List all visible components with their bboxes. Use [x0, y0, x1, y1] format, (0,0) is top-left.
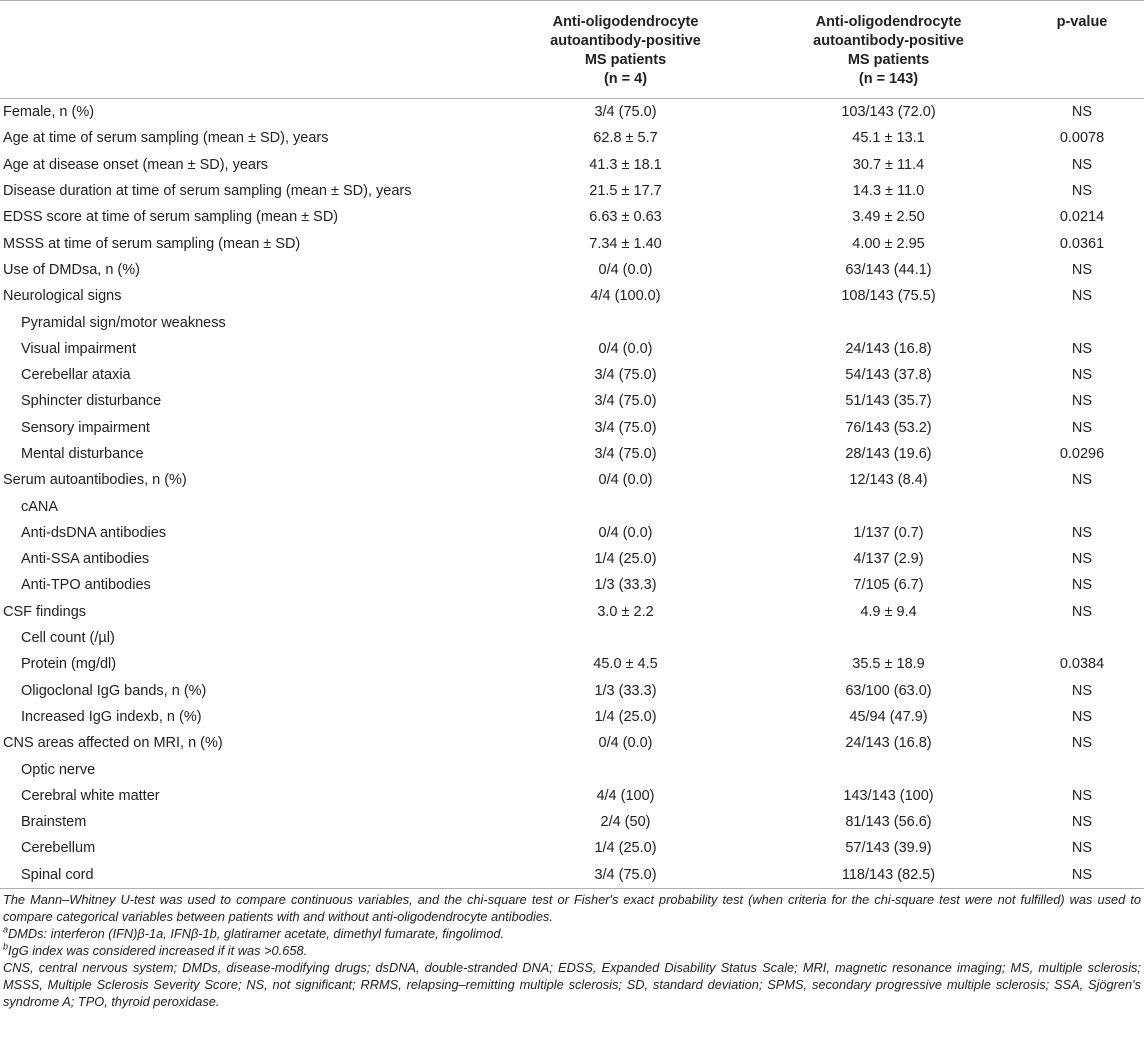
- row-positive-value: 41.3 ± 18.1: [589, 156, 662, 173]
- table-row: [0, 493, 1144, 519]
- row-label: Protein (mg/dl): [21, 656, 117, 673]
- row-positive-value: 3/4 (75.0): [594, 104, 657, 121]
- row-positive-value: 62.8 ± 5.7: [593, 130, 658, 147]
- row-positive-value: [494, 309, 757, 335]
- row-p-value: NS: [1071, 577, 1093, 594]
- table-row: [0, 572, 1144, 598]
- row-label: Pyramidal sign/motor weakness: [21, 314, 226, 331]
- table-row: [0, 783, 1144, 809]
- row-label: Age at time of serum sampling (mean ± SD), years: [3, 130, 329, 147]
- row-positive-value: [494, 625, 757, 651]
- row-positive-value: 0/4 (0.0): [598, 735, 653, 752]
- row-negative-value: 63/143 (44.1): [845, 261, 932, 278]
- table-row: [0, 441, 1144, 467]
- table-row: [0, 809, 1144, 835]
- row-negative-value: [757, 756, 1020, 782]
- table-row: [0, 415, 1144, 441]
- row-positive-value: 21.5 ± 17.7: [589, 183, 662, 200]
- row-p-value: NS: [1071, 682, 1093, 699]
- footnote-a: [3, 925, 1141, 942]
- row-p-value: NS: [1071, 183, 1093, 200]
- row-p-value: NS: [1071, 524, 1093, 541]
- row-label: cANA: [21, 498, 59, 515]
- row-p-value: 0.0361: [1059, 235, 1105, 252]
- table-row: [0, 756, 1144, 782]
- row-label: Anti-dsDNA antibodies: [21, 524, 167, 541]
- row-positive-value: 4/4 (100.0): [590, 288, 661, 305]
- row-label: Cell count (/µl): [21, 630, 115, 647]
- row-p-value: 0.0296: [1059, 446, 1105, 462]
- table-row: [0, 309, 1144, 335]
- row-negative-value: 45/94 (47.9): [849, 708, 928, 725]
- row-positive-value: 0/4 (0.0): [598, 472, 653, 489]
- row-positive-value: 4/4 (100): [596, 787, 655, 804]
- row-negative-value: 81/143 (56.6): [845, 814, 932, 831]
- table-row: [0, 178, 1144, 204]
- row-positive-value: 45.0 ± 4.5: [593, 656, 658, 673]
- row-label: Cerebellar ataxia: [21, 367, 131, 384]
- row-negative-value: 54/143 (37.8): [845, 367, 932, 384]
- header-positive-line2: autoantibody-positive: [550, 33, 701, 49]
- row-positive-value: 7.34 ± 1.40: [589, 235, 662, 252]
- row-negative-value: 143/143 (100): [843, 787, 934, 804]
- row-negative-value: [757, 625, 1020, 651]
- row-negative-value: 4.00 ± 2.95: [852, 235, 925, 252]
- row-p-value: [1020, 756, 1144, 782]
- row-positive-value: 3/4 (75.0): [594, 393, 657, 410]
- header-negative-line1: Anti-oligodendrocyte: [815, 14, 962, 30]
- table-row: [0, 599, 1144, 625]
- row-positive-value: [494, 493, 757, 519]
- header-p-value-label: p-value: [1056, 14, 1108, 30]
- row-label: CNS areas affected on MRI, n (%): [3, 735, 223, 752]
- table-row: [0, 862, 1144, 889]
- row-negative-value: 108/143 (75.5): [841, 288, 936, 305]
- table-row: [0, 520, 1144, 546]
- row-negative-value: 76/143 (53.2): [845, 419, 932, 436]
- row-label: Oligoclonal IgG bands, n (%): [21, 682, 207, 699]
- header-negative-n: (n = 143): [858, 71, 919, 87]
- row-negative-value: 63/100 (63.0): [845, 682, 932, 699]
- row-p-value: [1020, 625, 1144, 651]
- row-positive-value: 1/4 (25.0): [594, 708, 657, 725]
- row-positive-value: 0/4 (0.0): [598, 340, 653, 357]
- row-negative-value: 24/143 (16.8): [845, 340, 932, 357]
- row-label: Anti-SSA antibodies: [21, 551, 150, 568]
- table-row: [0, 467, 1144, 493]
- row-negative-value: [757, 309, 1020, 335]
- row-negative-value: 12/143 (8.4): [849, 472, 928, 489]
- row-label: Neurological signs: [3, 288, 122, 305]
- row-negative-value: 4/137 (2.9): [853, 551, 924, 568]
- header-negative-group: [757, 1, 1020, 99]
- row-positive-value: 2/4 (50): [600, 814, 651, 831]
- row-p-value: NS: [1071, 288, 1093, 305]
- table-row: [0, 125, 1144, 151]
- row-label: Brainstem: [21, 814, 87, 831]
- row-label: Mental disturbance: [21, 446, 144, 462]
- row-p-value: [1020, 493, 1144, 519]
- header-p-value: [1020, 1, 1144, 99]
- row-p-value: NS: [1071, 419, 1093, 436]
- row-p-value: 0.0384: [1059, 656, 1105, 673]
- row-negative-value: 45.1 ± 13.1: [852, 130, 925, 147]
- row-negative-value: 4.9 ± 9.4: [860, 603, 917, 620]
- row-p-value: NS: [1071, 104, 1093, 121]
- table-row: [0, 730, 1144, 756]
- row-p-value: NS: [1071, 156, 1093, 173]
- row-negative-value: 35.5 ± 18.9: [852, 656, 925, 673]
- header-positive-line1: Anti-oligodendrocyte: [552, 14, 699, 30]
- header-row: [0, 1, 1144, 99]
- row-negative-value: 3.49 ± 2.50: [852, 209, 925, 226]
- row-label: Sensory impairment: [21, 419, 150, 436]
- row-p-value: [1020, 309, 1144, 335]
- footnote-a-mark: a: [3, 924, 9, 935]
- header-positive-n: (n = 4): [603, 71, 648, 87]
- table-header: [0, 1, 1144, 99]
- table-row: [0, 283, 1144, 309]
- table-row: [0, 152, 1144, 178]
- row-negative-value: 103/143 (72.0): [841, 104, 936, 121]
- header-negative-line2: autoantibody-positive: [813, 33, 964, 49]
- row-label: CSF findings: [3, 603, 87, 620]
- row-negative-value: 51/143 (35.7): [845, 393, 932, 410]
- row-negative-value: 57/143 (39.9): [845, 840, 932, 857]
- row-label: Spinal cord: [0, 862, 494, 889]
- row-negative-value: [757, 493, 1020, 519]
- row-p-value: NS: [1071, 261, 1093, 278]
- table-row: [0, 230, 1144, 256]
- row-label: MSSS at time of serum sampling (mean ± SD): [3, 235, 301, 252]
- table-row: [0, 704, 1144, 730]
- row-p-value: NS: [1071, 708, 1093, 725]
- row-p-value: NS: [1071, 814, 1093, 831]
- row-p-value: NS: [1071, 367, 1093, 384]
- row-label: Female, n (%): [3, 104, 95, 121]
- footnote-method: The Mann–Whitney U-test was used to compare continuous variables, and the chi-square test or Fisher's exact probability test (when criteria for the chi-square test were not fulfilled) was used to compare categorical variables between patients with and without anti-oligodendrocyte antibodies.: [3, 891, 1141, 924]
- row-positive-value: 3/4 (75.0): [594, 419, 657, 436]
- row-label: Anti-TPO antibodies: [21, 577, 151, 594]
- footnote-a-text: DMDs: interferon (IFN)β-1a, IFNβ-1b, glatiramer acetate, dimethyl fumarate, fingolimod.: [8, 925, 505, 941]
- row-positive-value: 0/4 (0.0): [598, 261, 653, 278]
- row-negative-value: 118/143 (82.5): [757, 862, 1020, 889]
- row-p-value: NS: [1071, 472, 1093, 489]
- row-positive-value: 1/4 (25.0): [594, 551, 657, 568]
- row-positive-value: 3/4 (75.0): [594, 446, 657, 462]
- row-label: Cerebellum: [21, 840, 96, 857]
- row-label: Cerebral white matter: [21, 787, 160, 804]
- row-positive-value: [494, 756, 757, 782]
- row-negative-value: 24/143 (16.8): [845, 735, 932, 752]
- table-row: [0, 362, 1144, 388]
- table-row: [0, 336, 1144, 362]
- footnote-b-mark: b: [3, 941, 9, 952]
- row-negative-value: 7/105 (6.7): [853, 577, 924, 594]
- table-row: [0, 651, 1144, 677]
- row-positive-value: 3.0 ± 2.2: [597, 603, 654, 620]
- row-label: Age at disease onset (mean ± SD), years: [3, 156, 269, 173]
- row-label: Optic nerve: [21, 761, 96, 778]
- footnote-b-text: IgG index was considered increased if it was >0.658.: [8, 942, 308, 958]
- row-p-value: NS: [1071, 393, 1093, 410]
- row-positive-value: 3/4 (75.0): [494, 862, 757, 889]
- row-p-value: NS: [1071, 551, 1093, 568]
- table-row: [0, 678, 1144, 704]
- row-positive-value: 6.63 ± 0.63: [589, 209, 662, 226]
- table-row: [0, 835, 1144, 861]
- row-p-value: 0.0078: [1059, 130, 1105, 147]
- row-negative-value: 30.7 ± 11.4: [852, 156, 925, 173]
- row-p-value: NS: [1071, 735, 1093, 752]
- row-negative-value: 14.3 ± 11.0: [852, 183, 925, 200]
- table-row: [0, 99, 1144, 126]
- table-row: [0, 388, 1144, 414]
- header-positive-line3: MS patients: [584, 52, 667, 68]
- header-empty: [0, 1, 494, 99]
- footnote-abbreviations: CNS, central nervous system; DMDs, disease-modifying drugs; dsDNA, double-stranded DNA; EDSS, Expanded Disability Status Scale; MRI, magnetic resonance imaging; MS, multiple sclerosis; MSSS, Multiple Sclerosis Severity Score; NS, not significant; RRMS, relapsing–remitting multiple sclerosis; SD, standard deviation; SPMS, secondary progressive multiple sclerosis; SSA, Sjögren's syndrome A; TPO, thyroid peroxidase.: [3, 959, 1141, 1009]
- table-body: [0, 99, 1144, 889]
- row-positive-value: 0/4 (0.0): [598, 524, 653, 541]
- row-label: EDSS score at time of serum sampling (mean ± SD): [3, 209, 339, 226]
- table-row: [0, 257, 1144, 283]
- row-positive-value: 1/3 (33.3): [594, 682, 657, 699]
- row-label: Disease duration at time of serum sampling (mean ± SD), years: [3, 183, 412, 200]
- row-p-value: NS: [1071, 340, 1093, 357]
- table-row: [0, 546, 1144, 572]
- row-label: Use of DMDsa, n (%): [3, 261, 140, 278]
- row-positive-value: 1/4 (25.0): [594, 840, 657, 857]
- row-label: Visual impairment: [21, 340, 136, 357]
- row-label: Serum autoantibodies, n (%): [3, 472, 187, 489]
- row-p-value: NS: [1071, 603, 1093, 620]
- row-p-value: NS: [1071, 787, 1093, 804]
- table-row: [0, 625, 1144, 651]
- row-positive-value: 3/4 (75.0): [594, 367, 657, 384]
- row-positive-value: 1/3 (33.3): [594, 577, 657, 594]
- footnote-b: [3, 942, 1141, 959]
- row-label: Increased IgG indexb, n (%): [21, 708, 202, 725]
- header-negative-line3: MS patients: [847, 52, 930, 68]
- table-footnotes: [0, 889, 1144, 1010]
- row-negative-value: 1/137 (0.7): [853, 524, 924, 541]
- header-positive-group: [494, 1, 757, 99]
- row-label: Sphincter disturbance: [21, 393, 162, 410]
- row-negative-value: 28/143 (19.6): [845, 446, 932, 462]
- row-p-value: NS: [1071, 840, 1093, 857]
- row-p-value: 0.0214: [1059, 209, 1105, 226]
- row-p-value: NS: [1020, 862, 1144, 889]
- table-row: [0, 204, 1144, 230]
